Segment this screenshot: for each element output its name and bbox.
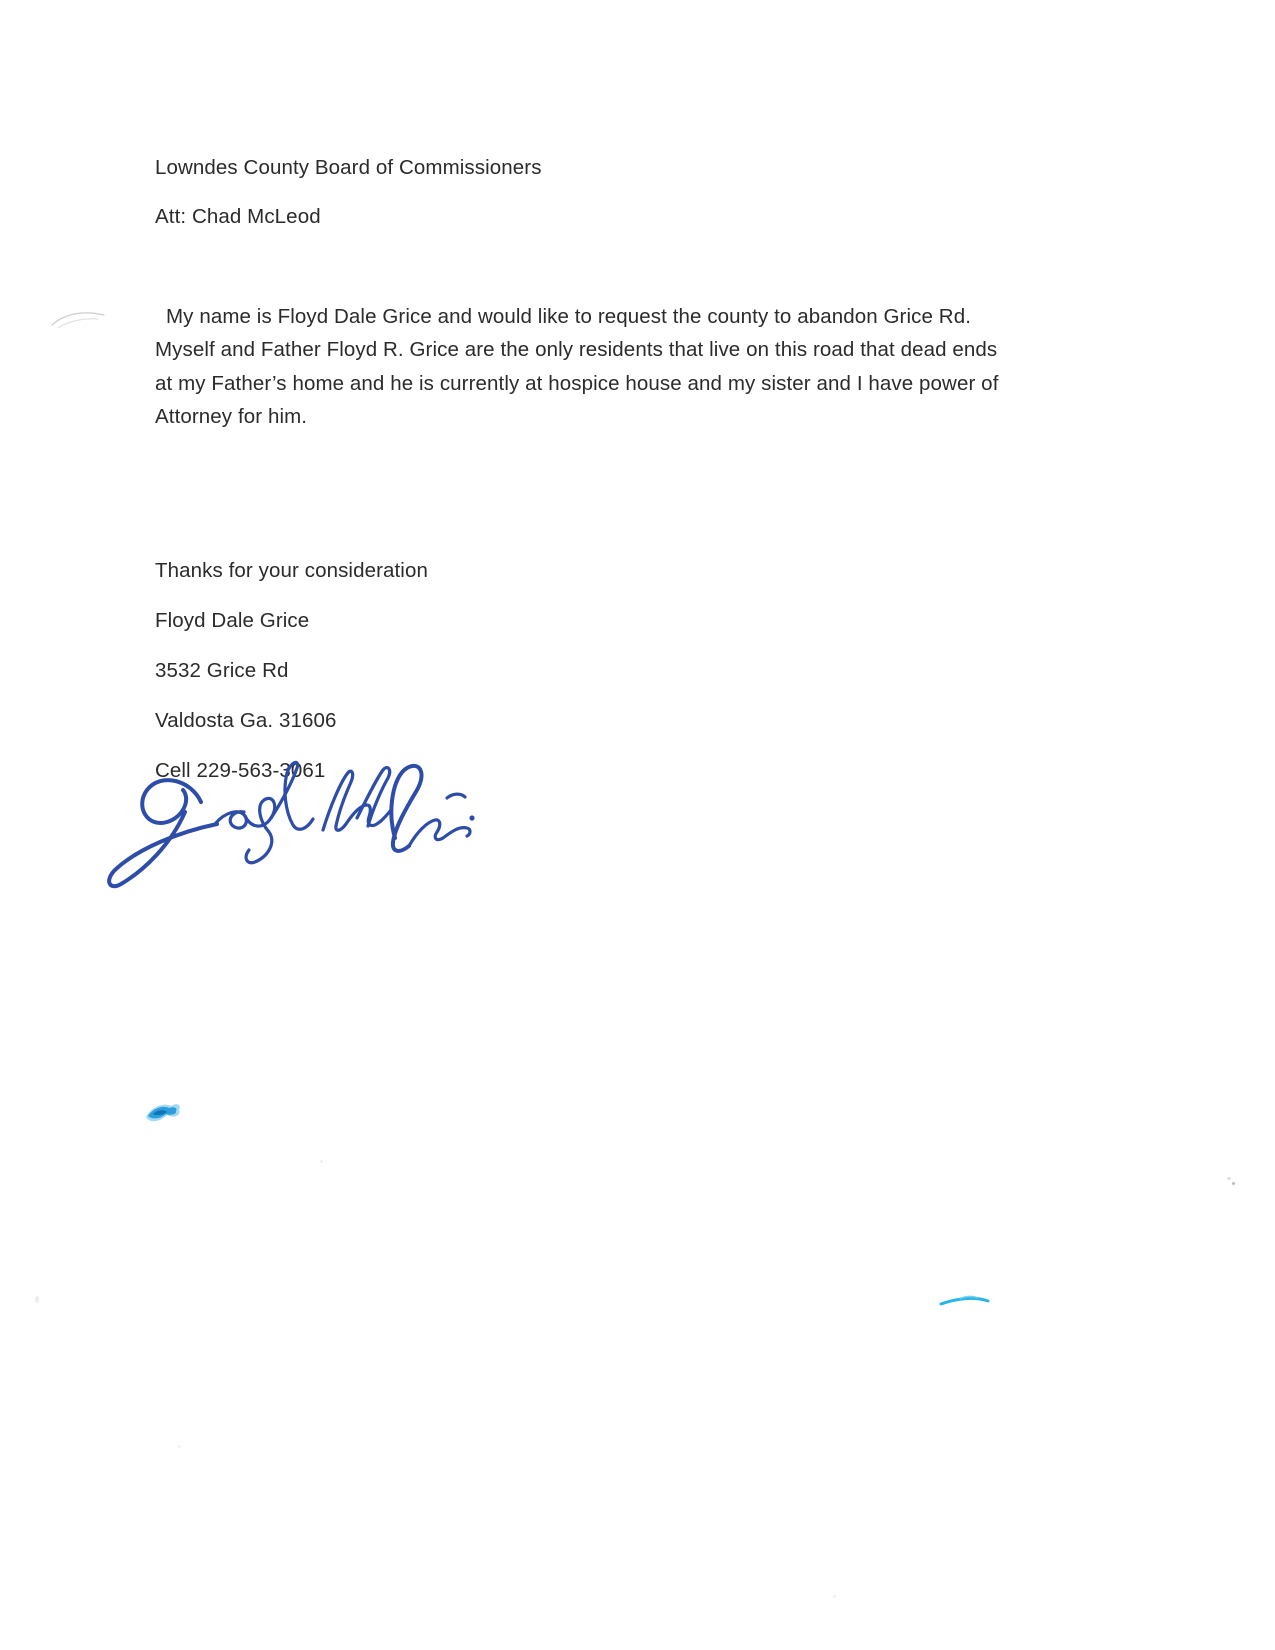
address-city-line: Valdosta Ga. 31606 [155, 709, 337, 732]
blue-ink-smudge [138, 1096, 184, 1132]
signer-name-line: Floyd Dale Grice [155, 609, 310, 632]
address-street-line: 3532 Grice Rd [155, 659, 289, 682]
scan-speck [178, 1445, 181, 1448]
body-line: My name is Floyd Dale Grice and would like to request the county to abandon Grice Rd. [166, 305, 971, 328]
body-line: Attorney for him. [155, 405, 308, 429]
attention-line: Att: Chad McLeod [155, 205, 321, 228]
phone-line: Cell 229-563-3061 [155, 759, 326, 782]
body-line: Myself and Father Floyd R. Grice are the only residents that live on this road that dead ends [155, 338, 998, 362]
body-paragraph [155, 300, 1075, 434]
highlighter-dash [938, 1292, 992, 1310]
scan-speck [320, 1160, 323, 1163]
handwritten-signature-floyd-dale-grice [95, 760, 485, 895]
scan-speck [35, 1296, 39, 1303]
recipient-line: Lowndes County Board of Commissioners [155, 156, 542, 179]
scan-speck [1232, 1182, 1235, 1185]
scan-speck [833, 1595, 836, 1598]
scan-speck [1227, 1177, 1231, 1180]
body-line: at my Father’s home and he is currently at hospice house and my sister and I have power of [155, 371, 999, 395]
pencil-mark [48, 303, 110, 333]
signature-pen-dot [469, 815, 474, 820]
closing-line: Thanks for your consideration [155, 559, 428, 582]
